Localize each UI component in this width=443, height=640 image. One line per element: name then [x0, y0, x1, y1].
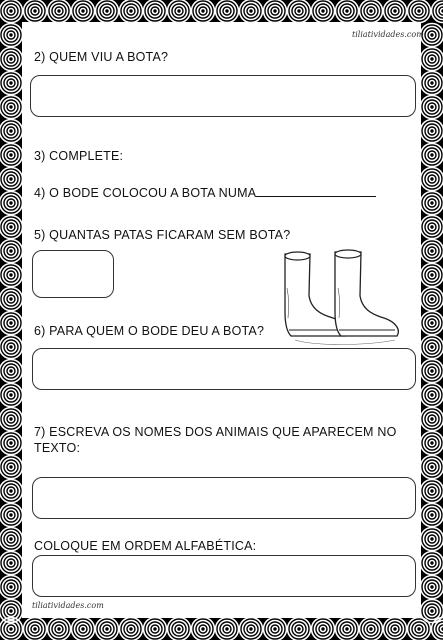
- watermark-top: tiliatividades.com: [352, 30, 424, 39]
- question-7-line-2: TEXTO:: [34, 441, 81, 455]
- answer-box-6[interactable]: [32, 348, 416, 390]
- answer-box-2[interactable]: [30, 75, 416, 117]
- answer-box-8[interactable]: [32, 555, 416, 597]
- answer-line-4[interactable]: [256, 186, 376, 197]
- question-4: [34, 186, 376, 200]
- answer-box-5[interactable]: [32, 250, 114, 298]
- question-7-line-1: 7) ESCREVA OS NOMES DOS ANIMAIS QUE APARECEM NO: [34, 425, 397, 439]
- question-5: 5) QUANTAS PATAS FICARAM SEM BOTA?: [34, 228, 291, 242]
- question-3: 3) COMPLETE:: [34, 149, 124, 163]
- question-8: COLOQUE EM ORDEM ALFABÉTICA:: [34, 539, 257, 553]
- question-2: 2) QUEM VIU A BOTA?: [34, 50, 169, 64]
- question-4-text: 4) O BODE COLOCOU A BOTA NUMA: [34, 186, 257, 200]
- watermark-bottom: tiliatividades.com: [32, 601, 104, 610]
- question-6: 6) PARA QUEM O BODE DEU A BOTA?: [34, 324, 265, 338]
- boots-icon: [275, 248, 410, 348]
- answer-box-7[interactable]: [32, 477, 416, 519]
